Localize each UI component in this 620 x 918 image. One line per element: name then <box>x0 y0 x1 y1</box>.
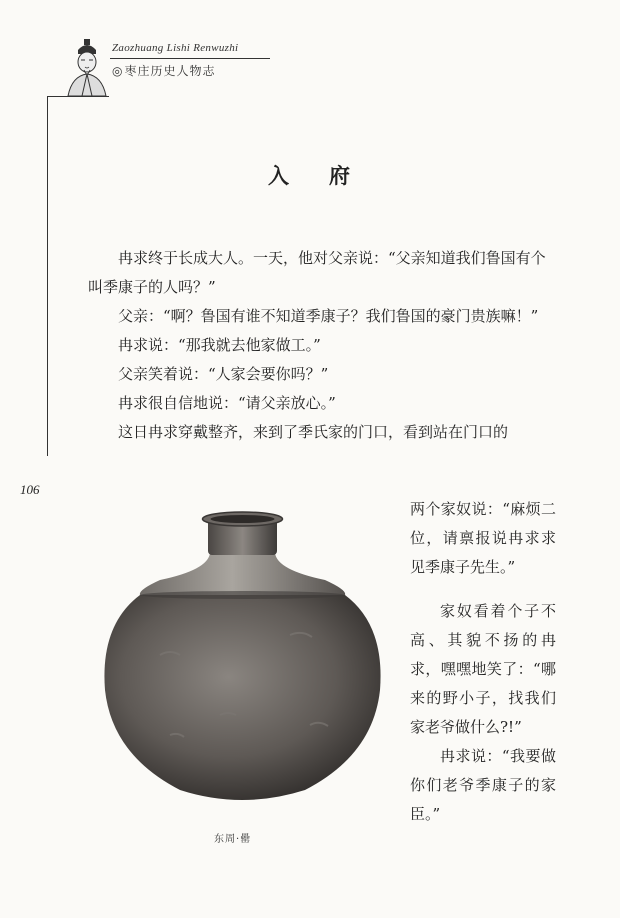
paragraph: 父亲：“啊？鲁国有谁不知道季康子？我们鲁国的豪门贵族嘛！” <box>118 307 539 325</box>
main-text <box>88 244 553 447</box>
paragraph: 这日冉求穿戴整齐，来到了季氏家的门口，看到站在门口的 <box>118 423 509 441</box>
series-title-cn <box>112 62 216 79</box>
paragraph: 冉求终于长成大人。一天，他对父亲说：“父亲知道我们鲁国有个叫季康子的人吗？” <box>88 249 546 296</box>
paragraph: 冉求说：“那我就去他家做工。” <box>118 336 321 354</box>
page-number: 106 <box>20 482 40 497</box>
margin-rule-horizontal <box>47 96 109 97</box>
series-title-cn-text: 枣庄历史人物志 <box>124 64 216 78</box>
paragraph: 两个家奴说：“麻烦二位，请禀报说冉求求见季康子先生。” <box>410 500 556 576</box>
paragraph: 家奴看着个子不高、其貌不扬的冉求，嘿嘿地笑了：“哪来的野小子，找我们家老爷做什么?!” <box>410 602 556 736</box>
paragraph: 冉求很自信地说：“请父亲放心。” <box>118 394 336 412</box>
series-title-en: Zaozhuang Lishi Renwuzhi <box>112 42 239 54</box>
header-rule <box>110 58 270 59</box>
series-marker-icon: ◎ <box>112 64 124 78</box>
margin-rule-vertical <box>47 96 48 456</box>
figure-caption: 东周·罍 <box>214 834 252 845</box>
chapter-title-char-2: 府 <box>329 163 352 188</box>
chapter-title-char-1: 入 <box>268 163 291 188</box>
chapter-title <box>0 160 620 190</box>
side-text <box>410 480 556 829</box>
bronze-lei-vessel-photo <box>100 505 385 815</box>
paragraph: 父亲笑着说：“人家会要你吗？” <box>118 365 329 383</box>
scholar-portrait-icon <box>64 36 110 96</box>
paragraph: 冉求说：“我要做你们老爷季康子的家臣。” <box>410 747 556 823</box>
